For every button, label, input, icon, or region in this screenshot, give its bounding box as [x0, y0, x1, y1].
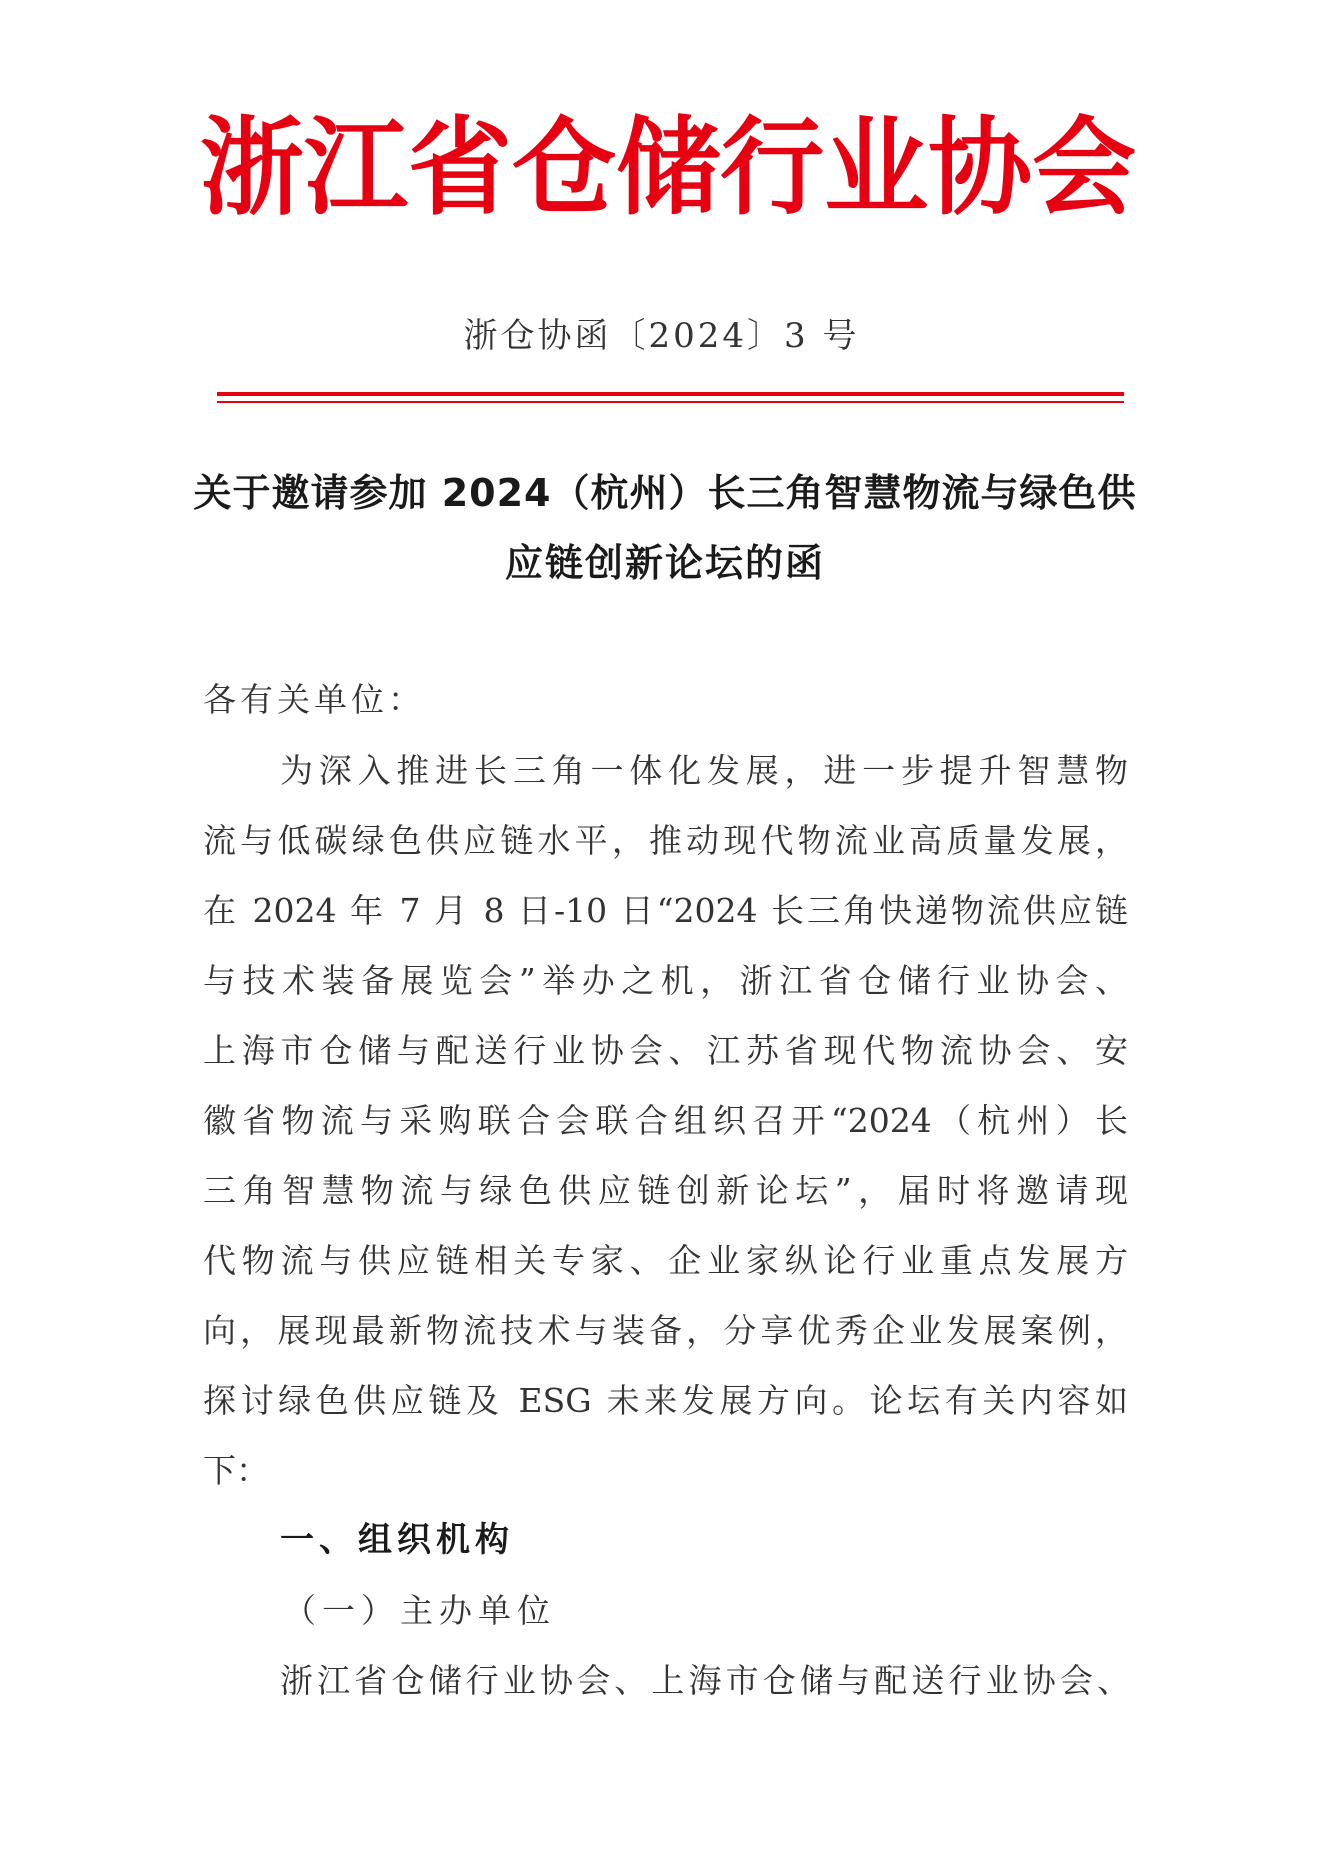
- letterhead-char: 会: [1032, 105, 1137, 231]
- document-number: 浙仓协函〔2024〕3 号: [463, 316, 860, 356]
- salutation: 各有关单位：: [203, 680, 425, 719]
- body-line: 与技术装备展览会”举办之机，浙江省仓储行业协会、: [203, 961, 1128, 1000]
- body-line: 探讨绿色供应链及 ESG 未来发展方向。论坛有关内容如: [203, 1381, 1128, 1420]
- body-line: 下：: [203, 1451, 269, 1490]
- body-line: 三角智慧物流与绿色供应链创新论坛”，届时将邀请现: [203, 1171, 1128, 1210]
- document-title-line-2: 应链创新论坛的函: [504, 541, 825, 585]
- body-line: 为深入推进长三角一体化发展，进一步提升智慧物: [280, 751, 1128, 790]
- letterhead-char: 仓: [512, 105, 617, 231]
- organization-letterhead: [200, 105, 1137, 231]
- letterhead-char: 业: [824, 105, 929, 231]
- letterhead-char: 江: [304, 105, 409, 231]
- sub-heading: （一）主办单位: [283, 1591, 556, 1630]
- body-line: 向，展现最新物流技术与装备，分享优秀企业发展案例，: [203, 1311, 1128, 1350]
- letterhead-char: 浙: [200, 105, 305, 231]
- letterhead-char: 储: [616, 105, 721, 231]
- letterhead-char: 行: [720, 105, 825, 231]
- body-line: 代物流与供应链相关专家、企业家纵论行业重点发展方: [203, 1241, 1128, 1280]
- body-line: 徽省物流与采购联合会联合组织召开“2024（杭州）长: [203, 1101, 1128, 1140]
- red-divider-thick: [217, 392, 1124, 396]
- body-line: 在 2024 年 7 月 8 日-10 日“2024 长三角快递物流供应链: [203, 891, 1128, 930]
- body-line: 流与低碳绿色供应链水平，推动现代物流业高质量发展，: [203, 821, 1128, 860]
- document-title-line-1: 关于邀请参加 2024（杭州）长三角智慧物流与绿色供: [193, 471, 1137, 515]
- body-line: 上海市仓储与配送行业协会、江苏省现代物流协会、安: [203, 1031, 1128, 1070]
- letterhead-char: 协: [928, 105, 1033, 231]
- section-heading: 一、组织机构: [280, 1520, 514, 1560]
- red-divider-thin: [217, 401, 1124, 403]
- section-text: 浙江省仓储行业协会、上海市仓储与配送行业协会、: [280, 1661, 1130, 1700]
- letterhead-char: 省: [408, 105, 513, 231]
